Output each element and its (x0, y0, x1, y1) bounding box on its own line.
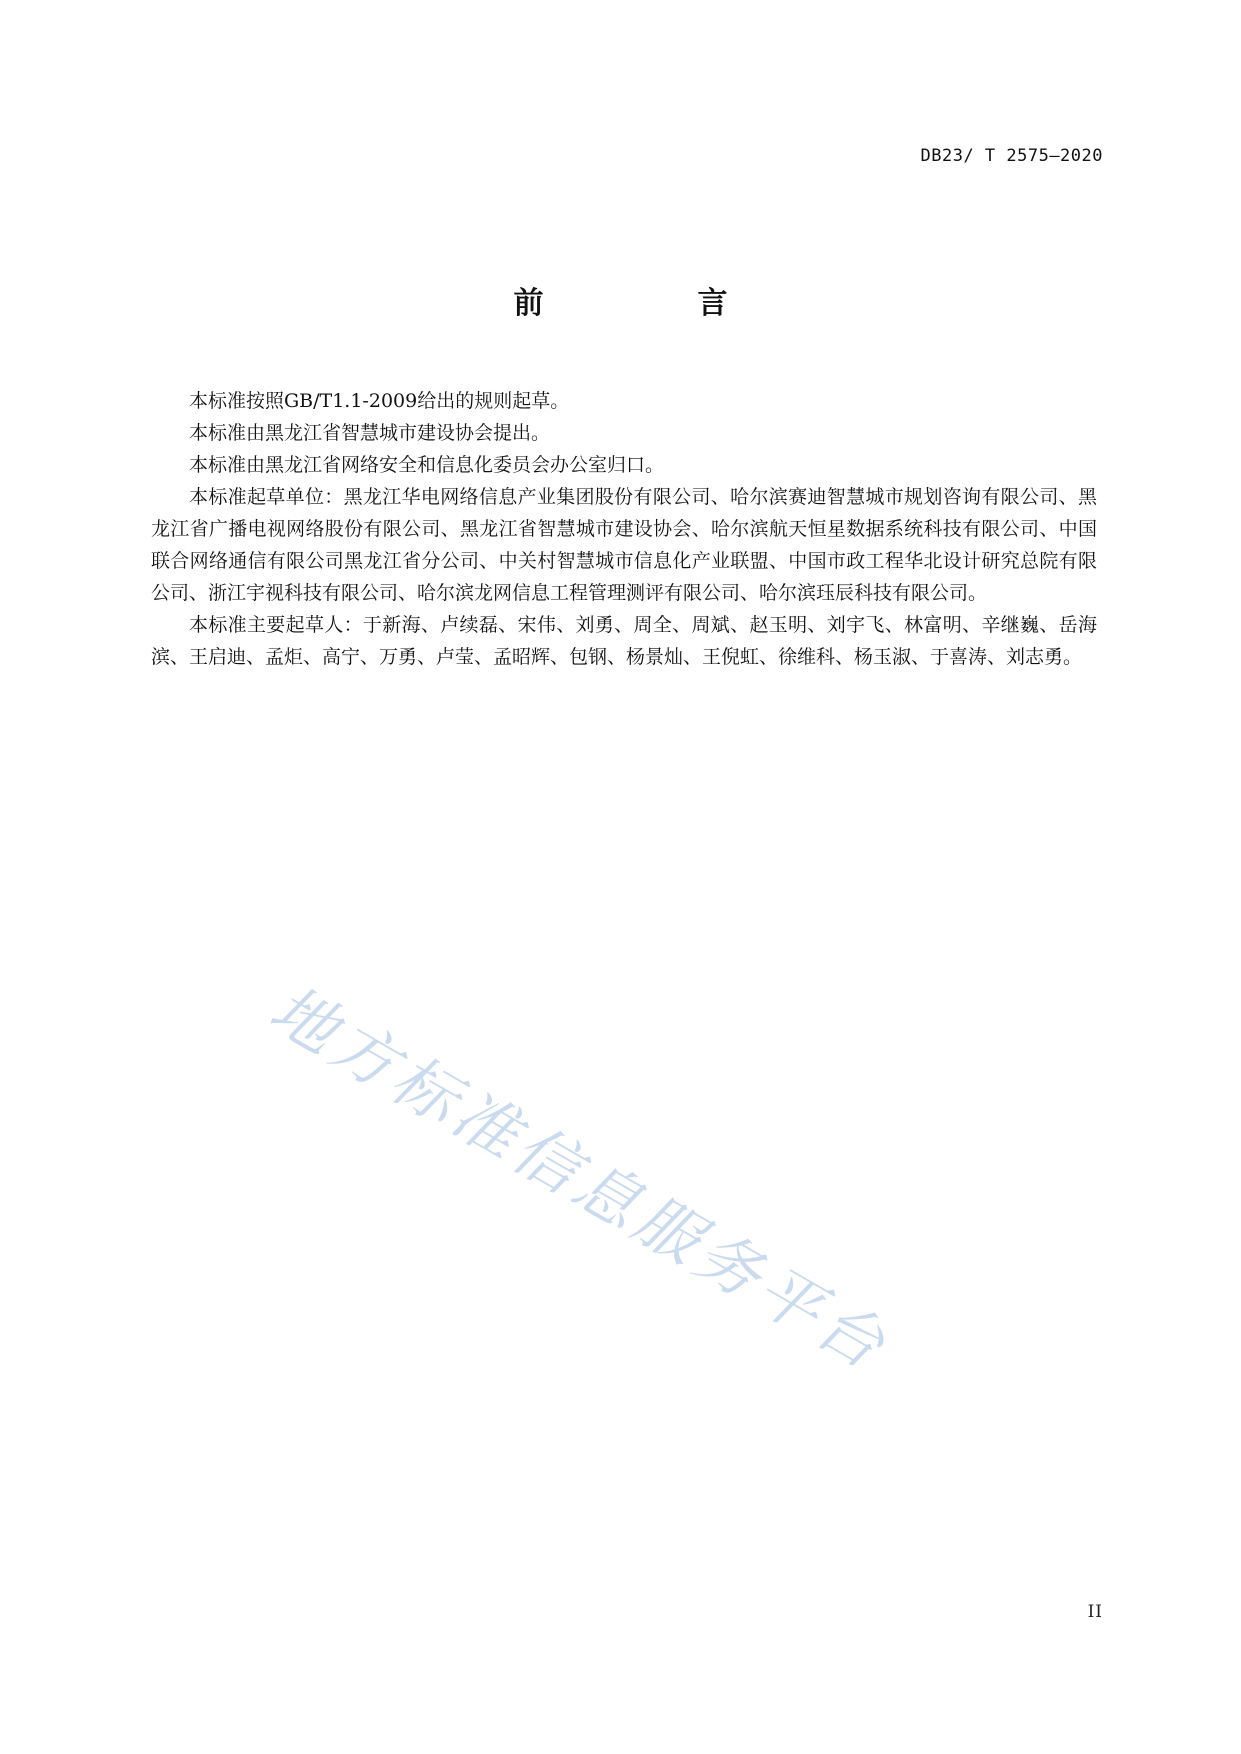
page-title: 前 言 (513, 286, 790, 321)
paragraph-proposer: 本标准由黑龙江省智慧城市建设协会提出。 (189, 422, 551, 444)
foreword-body (151, 385, 1097, 673)
document-code: DB23/ T 2575—2020 (920, 146, 1103, 166)
paragraph-drafting-rules: 本标准按照GB/T1.1-2009给出的规则起草。 (189, 390, 570, 412)
paragraph-administrator: 本标准由黑龙江省网络安全和信息化委员会办公室归口。 (189, 454, 665, 476)
paragraph-drafting-units: 本标准起草单位：黑龙江华电网络信息产业集团股份有限公司、哈尔滨赛迪智慧城市规划咨询有限公司、黑龙江省广播电视网络股份有限公司、黑龙江省智慧城市建设协会、哈尔滨航天恒星数据系统科技有限公司、中国联合网络通信有限公司黑龙江省分公司、中关村智慧城市信息化产业联盟、中国市政工程华北设计研究总院有限公司、浙江宇视科技有限公司、哈尔滨龙网信息工程管理测评有限公司、哈尔滨珏辰科技有限公司。 (151, 486, 1097, 604)
paragraph-drafters: 本标准主要起草人：于新海、卢续磊、宋伟、刘勇、周全、周斌、赵玉明、刘宇飞、林富明、辛继巍、岳海滨、王启迪、孟炬、高宁、万勇、卢莹、孟昭辉、包钢、杨景灿、王倪虹、徐维科、杨玉淑、于喜涛、刘志勇。 (151, 614, 1097, 668)
page-number: II (1087, 1602, 1103, 1622)
watermark: 地方标准信息服务平台 (257, 972, 901, 1387)
